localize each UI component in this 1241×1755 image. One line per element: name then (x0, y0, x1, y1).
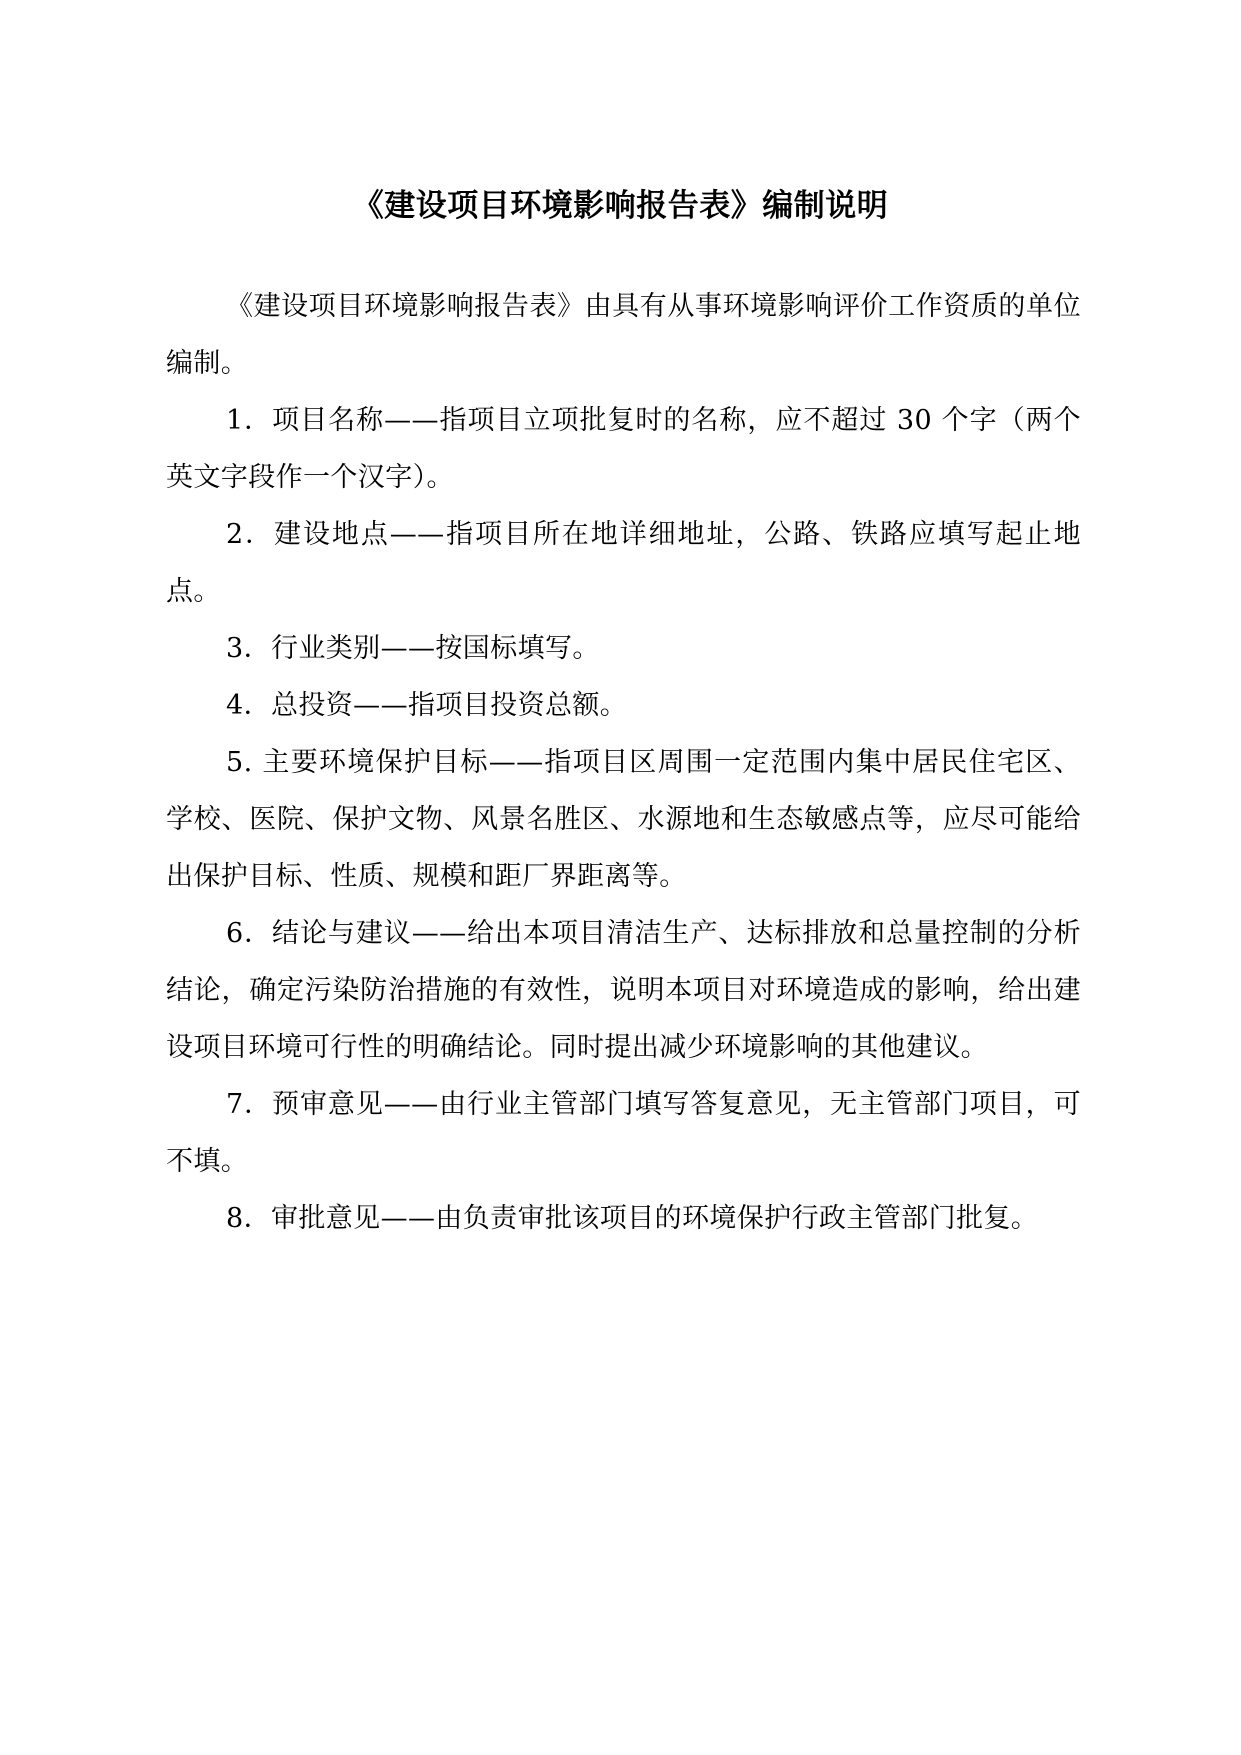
paragraph-item-8-approval: 8．审批意见——由负责审批该项目的环境保护行政主管部门批复。 (226, 1203, 1039, 1234)
document-body (166, 278, 1081, 1247)
paragraph-item-3-industry: 3．行业类别——按国标填写。 (226, 633, 600, 664)
paragraph-item-4-investment: 4．总投资——指项目投资总额。 (226, 690, 628, 721)
document-title: 《建设项目环境影响报告表》编制说明 (352, 188, 889, 224)
paragraph-item-2-location: 2．建设地点——指项目所在地详细地址，公路、铁路应填写起止地点。 (166, 519, 1081, 607)
paragraph-item-6-conclusion: 6．结论与建议——给出本项目清洁生产、达标排放和总量控制的分析结论，确定污染防治措施的有效性，说明本项目对环境造成的影响，给出建设项目环境可行性的明确结论。同时提出减少环境影响的其他建议。 (166, 918, 1081, 1063)
paragraph-intro: 《建设项目环境影响报告表》由具有从事环境影响评价工作资质的单位编制。 (166, 291, 1081, 379)
paragraph-item-1-project-name: 1．项目名称——指项目立项批复时的名称，应不超过 30 个字（两个英文字段作一个汉字）。 (166, 405, 1081, 493)
paragraph-item-5-protection-targets: 5. 主要环境保护目标——指项目区周围一定范围内集中居民住宅区、学校、医院、保护文物、风景名胜区、水源地和生态敏感点等，应尽可能给出保护目标、性质、规模和距厂界距离等。 (166, 747, 1081, 892)
paragraph-item-7-preliminary-review: 7．预审意见——由行业主管部门填写答复意见，无主管部门项目，可不填。 (166, 1089, 1081, 1177)
